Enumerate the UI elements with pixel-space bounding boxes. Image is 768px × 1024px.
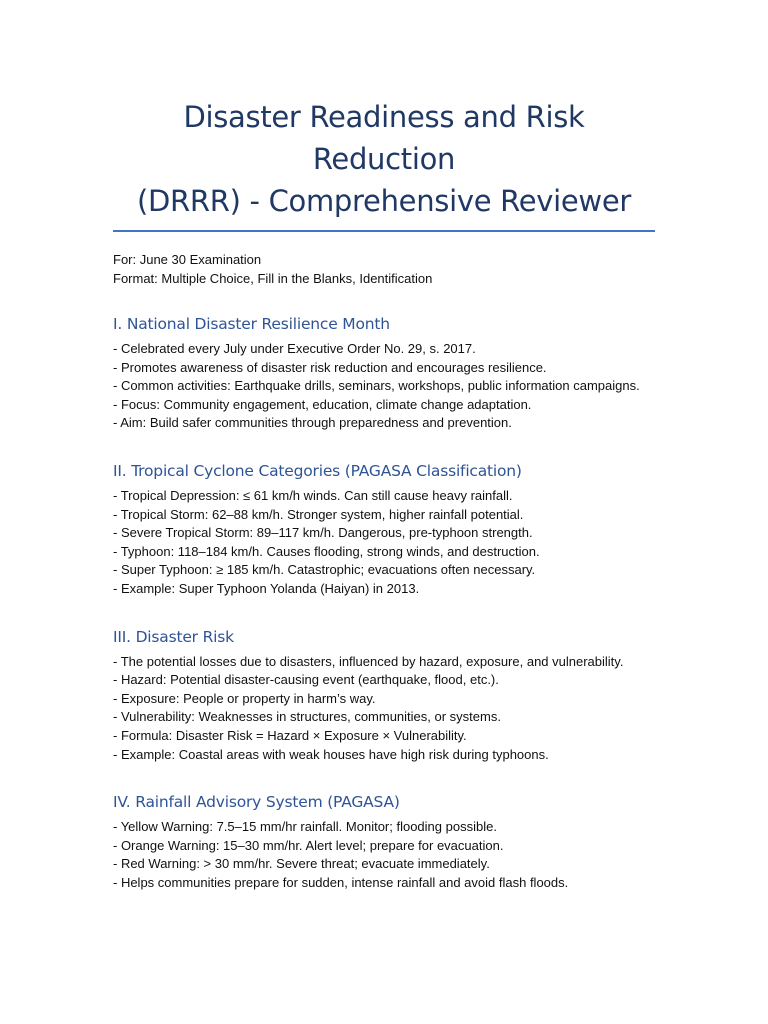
list-item: - Focus: Community engagement, education, climate change adaptation. xyxy=(113,396,532,412)
list-item: - Example: Coastal areas with weak houses have high risk during typhoons. xyxy=(113,746,549,762)
section-heading: I. National Disaster Resilience Month xyxy=(113,315,390,333)
list-item: - Tropical Storm: 62–88 km/h. Stronger system, higher rainfall potential. xyxy=(113,506,524,522)
list-item: - Vulnerability: Weaknesses in structures, communities, or systems. xyxy=(113,709,501,725)
list-item: - Typhoon: 118–184 km/h. Causes flooding, strong winds, and destruction. xyxy=(113,543,540,559)
section-list xyxy=(113,653,655,765)
list-item: - Celebrated every July under Executive Order No. 29, s. 2017. xyxy=(113,341,476,356)
list-item: - Aim: Build safer communities through preparedness and prevention. xyxy=(113,415,512,431)
list-item: - Example: Super Typhoon Yolanda (Haiyan) in 2013. xyxy=(113,580,420,596)
section-list xyxy=(113,340,655,433)
section-heading: IV. Rainfall Advisory System (PAGASA) xyxy=(113,793,400,812)
title-line-1: Disaster Readiness and Risk Reduction xyxy=(183,100,585,176)
list-item: - Helps communities prepare for sudden, intense rainfall and avoid flash floods. xyxy=(113,874,569,890)
list-item: - Exposure: People or property in harm’s way. xyxy=(113,690,376,706)
list-item: - The potential losses due to disasters, influenced by hazard, exposure, and vulnerability. xyxy=(113,653,624,669)
section-3 xyxy=(113,627,655,765)
section-list xyxy=(113,818,655,892)
list-item: - Severe Tropical Storm: 89–117 km/h. Dangerous, pre-typhoon strength. xyxy=(113,525,533,541)
section-list xyxy=(113,487,655,599)
list-item: - Common activities: Earthquake drills, seminars, workshops, public information campaigns. xyxy=(113,378,640,394)
list-item: - Yellow Warning: 7.5–15 mm/hr rainfall. Monitor; flooding possible. xyxy=(113,819,497,835)
sections-container xyxy=(113,314,655,892)
title-divider xyxy=(113,230,655,232)
list-item: - Orange Warning: 15–30 mm/hr. Alert level; prepare for evacuation. xyxy=(113,837,504,853)
section-heading: III. Disaster Risk xyxy=(113,627,234,646)
list-item: - Promotes awareness of disaster risk reduction and encourages resilience. xyxy=(113,359,547,375)
list-item: - Red Warning: > 30 mm/hr. Severe threat; evacuate immediately. xyxy=(113,856,490,872)
list-item: - Formula: Disaster Risk = Hazard × Exposure × Vulnerability. xyxy=(113,727,467,743)
document-page xyxy=(113,90,655,920)
section-4 xyxy=(113,792,655,892)
list-item: - Hazard: Potential disaster-causing event (earthquake, flood, etc.). xyxy=(113,672,499,688)
section-1 xyxy=(113,314,655,433)
list-item: - Tropical Depression: ≤ 61 km/h winds. Can still cause heavy rainfall. xyxy=(113,487,513,503)
section-2 xyxy=(113,461,655,599)
title-line-2: (DRRR) - Comprehensive Reviewer xyxy=(136,184,631,218)
list-item: - Super Typhoon: ≥ 185 km/h. Catastrophic; evacuations often necessary. xyxy=(113,562,536,578)
exam-format: Format: Multiple Choice, Fill in the Blanks, Identification xyxy=(113,270,433,286)
exam-date: For: June 30 Examination xyxy=(113,252,262,267)
section-heading: II. Tropical Cyclone Categories (PAGASA Classification) xyxy=(113,461,522,480)
document-title xyxy=(113,90,655,230)
exam-info xyxy=(113,251,655,288)
